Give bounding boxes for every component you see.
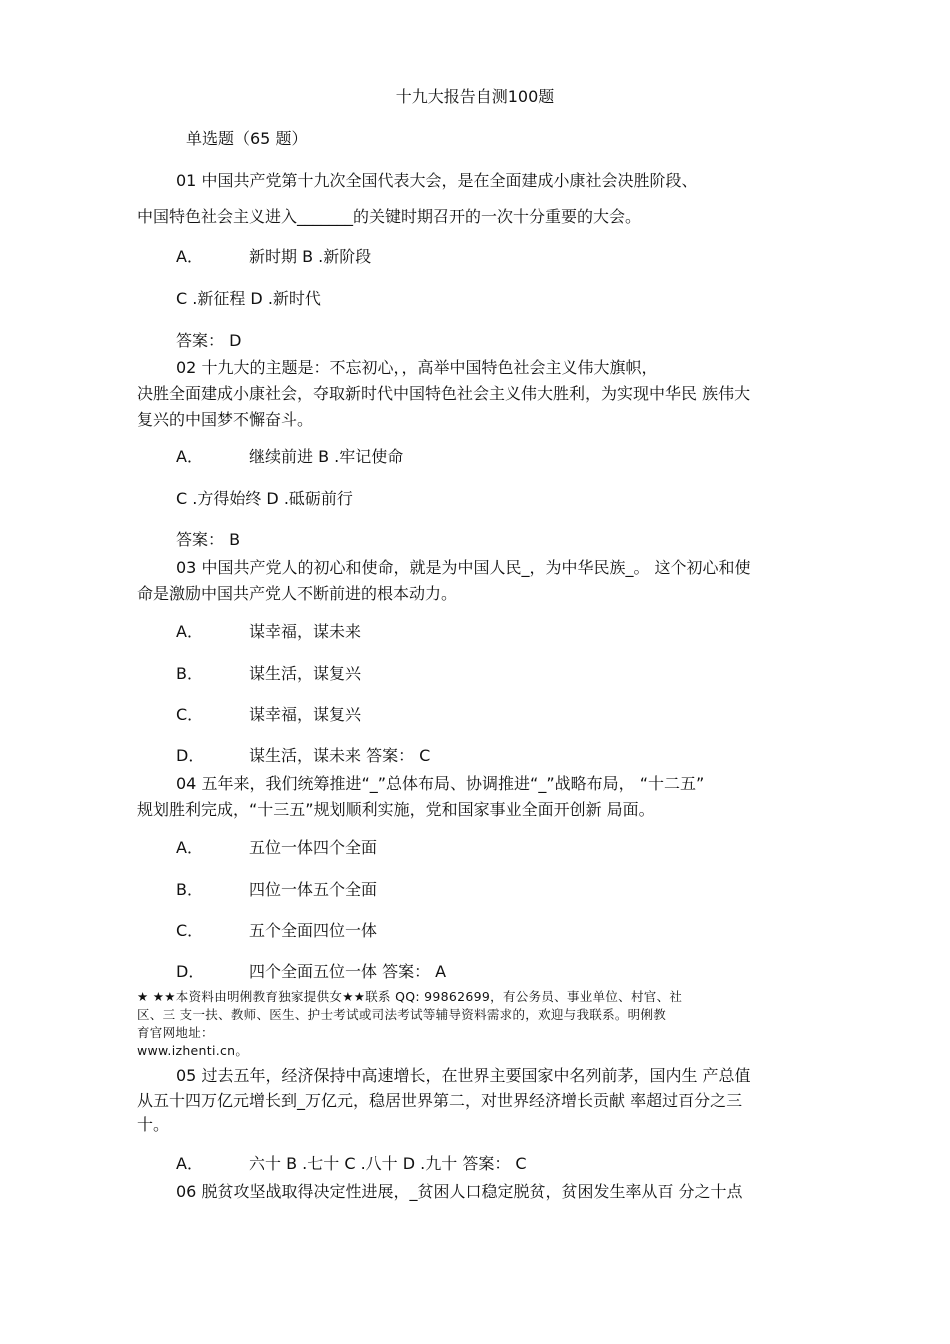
q01-option-cd: C .新征程 D .新时代 — [176, 289, 321, 308]
q04-option-b — [176, 879, 377, 901]
option-text: 五位一体四个全面 — [249, 838, 378, 857]
q03-option-c — [176, 704, 361, 726]
promo-line1: ★ ★★本资料由明俐教育独家提供女★★联系 QQ: 99862699，有公务员、事业单位、村官、社 — [137, 989, 683, 1004]
q05-stem-line3: 十。 — [137, 1115, 170, 1134]
option-text: 谋生活，谋未来 答案： C — [249, 746, 431, 765]
q05-stem-line2: 从五十四万亿元增长到_万亿元，稳居世界第二，对世界经济增长贡献 率超过百分之三 — [137, 1091, 743, 1110]
q01-option-a — [176, 246, 371, 268]
q03-option-a — [176, 621, 361, 643]
option-label: D． — [176, 962, 205, 981]
q02-stem-line2: 决胜全面建成小康社会，夺取新时代中国特色社会主义伟大胜利，为实现中华民 族伟大 — [137, 384, 751, 403]
q02-answer: 答案： B — [176, 530, 241, 549]
promo-website-link[interactable]: www.izhenti.cn。 — [137, 1043, 249, 1058]
option-label: A． — [176, 622, 203, 641]
q04-option-d — [176, 961, 446, 983]
option-text: 继续前进 B .牢记使命 — [249, 447, 404, 466]
option-text: 谋幸福，谋复兴 — [249, 705, 362, 724]
option-label: A． — [176, 247, 203, 266]
promo-line2: 区、三 支一扶、教师、医生、护士考试或司法考试等辅导资料需求的，欢迎与我联系。明俐教 — [137, 1007, 667, 1022]
q04-option-c — [176, 920, 377, 942]
option-text: 五个全面四位一体 — [249, 921, 378, 940]
q02-stem-line3: 复兴的中国梦不懈奋斗。 — [137, 410, 314, 429]
option-label: D． — [176, 746, 205, 765]
option-label: B． — [176, 664, 203, 683]
q02-option-cd: C .方得始终 D .砥砺前行 — [176, 489, 353, 508]
q03-stem-line1: 03 中国共产党人的初心和使命，就是为中国人民_，为中华民族_。 这个初心和使 — [176, 558, 751, 577]
q03-option-d — [176, 745, 430, 767]
q03-option-b — [176, 663, 361, 685]
q05-option-a — [176, 1153, 527, 1175]
q04-stem-line2: 规划胜利完成，“十三五”规划顺利实施，党和国家事业全面开创新 局面。 — [137, 800, 655, 819]
q02-stem-line1: 02 十九大的主题是：不忘初心，，高举中国特色社会主义伟大旗帜， — [176, 358, 658, 377]
q04-option-a — [176, 837, 377, 859]
option-text: 谋幸福，谋未来 — [249, 622, 362, 641]
q06-stem-line1: 06 脱贫攻坚战取得决定性进展，_贫困人口稳定脱贫，贫困发生率从百 分之十点 — [176, 1182, 743, 1201]
q01-stem-line2: 中国特色社会主义进入_______的关键时期召开的一次十分重要的大会。 — [137, 207, 642, 226]
option-text: 四个全面五位一体 答案： A — [249, 962, 447, 981]
option-label: B． — [176, 880, 203, 899]
option-text: 六十 B .七十 C .八十 D .九十 答案： C — [249, 1154, 527, 1173]
option-label: A． — [176, 447, 203, 466]
option-label: A． — [176, 1154, 203, 1173]
option-label: A． — [176, 838, 203, 857]
q01-answer: 答案： D — [176, 331, 242, 350]
option-label: C． — [176, 705, 204, 724]
option-text: 新时期 B .新阶段 — [249, 247, 372, 266]
q04-stem-line1: 04 五年来，我们统筹推进“_”总体布局、协调推进“_”战略布局， “十二五” — [176, 774, 705, 793]
document-title: 十九大报告自测100题 — [395, 87, 555, 106]
q02-option-a — [176, 446, 403, 468]
option-text: 谋生活，谋复兴 — [249, 664, 362, 683]
section-heading: 单选题（65 题） — [186, 129, 308, 148]
option-label: C． — [176, 921, 204, 940]
q01-stem-line1: 01 中国共产党第十九次全国代表大会，是在全面建成小康社会决胜阶段、 — [176, 171, 698, 190]
q05-stem-line1: 05 过去五年，经济保持中高速增长，在世界主要国家中名列前茅，国内生 产总值 — [176, 1066, 751, 1085]
q03-stem-line2: 命是激励中国共产党人不断前进的根本动力。 — [137, 584, 458, 603]
promo-line3: 育官网地址： — [137, 1025, 214, 1040]
option-text: 四位一体五个全面 — [249, 880, 378, 899]
